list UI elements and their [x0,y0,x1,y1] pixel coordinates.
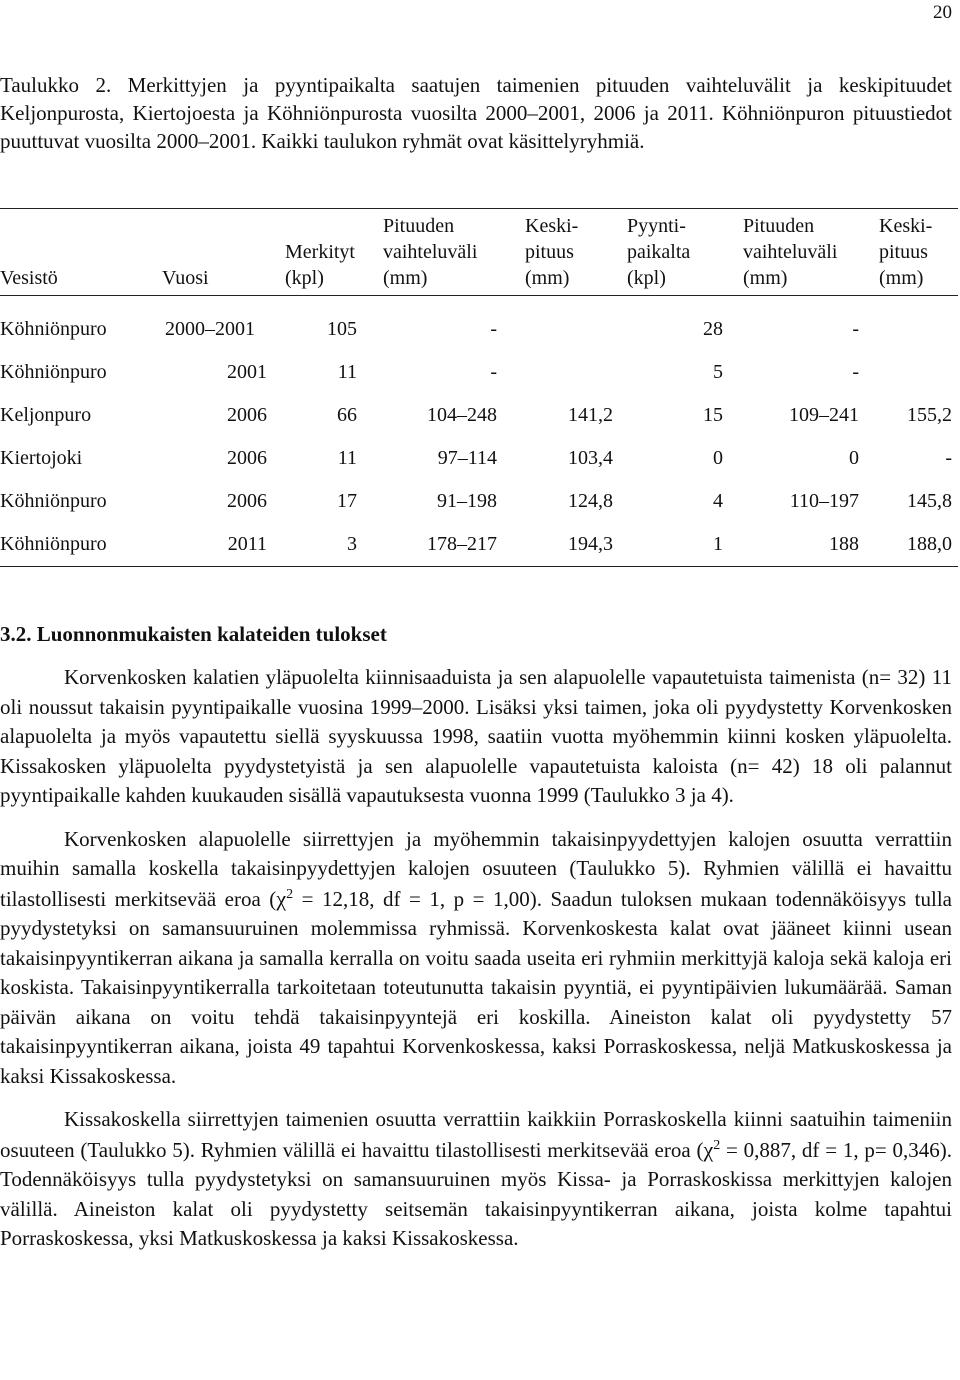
cell-vesisto: Köhniönpuro [0,523,150,567]
chi-symbol: χ [703,1136,714,1162]
cell-vesisto: Keljonpuro [0,404,92,426]
cell-vaihteluvali: 97–114 [437,447,497,469]
cell-pyyntipaikalta: 4 [713,490,723,512]
cell-keskipituus: 194,3 [513,523,613,567]
cell-vesisto: Köhniönpuro [0,318,107,340]
cell-keskipituus-pyynti: 145,8 [907,490,952,512]
cell-vaihteluvali-pyynti: 0 [849,447,859,469]
cell-keskipituus-pyynti [859,296,958,352]
chi-symbol: χ [276,885,287,911]
cell-pyyntipaikalta: 0 [713,447,723,469]
cell-vuosi: 2006 [227,490,267,512]
cell-vaihteluvali-pyynti: - [852,361,859,383]
data-table [0,208,958,567]
cell-keskipituus: 103,4 [568,447,613,469]
cell-vuosi: 2001 [227,361,267,383]
body-text [0,663,952,1268]
cell-vesisto: Köhniönpuro [0,490,107,512]
cell-keskipituus [513,296,613,352]
header-merkityt: Merkityt (kpl) [285,209,383,296]
cell-keskipituus: 141,2 [568,404,613,426]
paragraph-1: Korvenkosken kalatien yläpuolelta kiinnisaaduista ja sen alapuolelle vapautetuista taimenista (n= 32) 11 oli noussut takaisin pyyntipaikalle vuosina 1999–2000. Lisäksi yksi taimen, joka oli pyydystetty Korvenkosken alapuolelta ja myös vapautettu siellä syyskuussa 1998, saatiin vuotta myöhemmin kiinni kosken yläpuolelta. Kissakosken yläpuolelta pyydystetyistä ja sen alapuolelle vapautetuista kaloista (n= 42) 18 oli palannut pyyntipaikalle kahden kuukauden sisällä vapautuksesta vuonna 1999 (Taulukko 3 ja 4). [0,665,952,807]
cell-vuosi: 2000–2001 [165,318,255,340]
cell-merkityt: 11 [337,447,357,469]
table-row [0,351,958,394]
cell-keskipituus: 124,8 [568,490,613,512]
header-pituuden-vaihteluvali-pyynti: Pituuden vaihteluväli (mm) [731,209,859,296]
table-row [0,394,958,437]
page-number: 20 [933,2,952,23]
cell-vesisto: Kiertojoki [0,447,83,469]
cell-vaihteluvali-pyynti: 110–197 [789,490,859,512]
paragraph-2 [0,825,952,1092]
header-pituuden-vaihteluvali-merkityt: Pituuden vaihteluväli (mm) [383,209,513,296]
cell-vuosi: 2006 [227,447,267,469]
section-heading: 3.2. Luonnonmukaisten kalateiden tulokset [0,622,387,646]
header-vuosi: Vuosi [150,209,285,296]
cell-pyyntipaikalta: 15 [703,404,723,426]
table-caption: Taulukko 2. Merkittyjen ja pyyntipaikalta saatujen taimenien pituuden vaihteluvälit ja keskipituudet Keljonpurosta, Kiertojoesta ja Köhniönpurosta vuosilta 2000–2001, 2006 ja 2011. Köhniönpuron pituustiedot puuttuvat vuosilta 2000–2001. Kaikki taulukon ryhmät ovat käsittelyryhmiä. [0,73,952,153]
table-row [0,480,958,523]
cell-pyyntipaikalta: 1 [613,523,731,567]
cell-vaihteluvali-pyynti: 188 [731,523,859,567]
paragraph-2-part-a: Korvenkosken alapuolelle siirrettyjen ja myöhemmin takaisinpyydettyjen kalojen osuutta verrattiin muihin samalla koskella takaisinpyydettyjen kalojen osuuteen (Taulukko 5). Ryhmien välillä ei havaittu tilastollisesti merkitsevää eroa ( [0,826,952,911]
superscript-2: 2 [713,1137,721,1153]
cell-keskipituus-pyynti [859,351,958,394]
cell-keskipituus-pyynti: - [945,447,952,469]
cell-merkityt: 17 [337,490,357,512]
cell-keskipituus-pyynti: 188,0 [859,523,958,567]
cell-vaihteluvali-pyynti: 109–241 [789,404,859,426]
cell-merkityt: 105 [327,318,357,340]
cell-vaihteluvali: - [490,361,497,383]
header-pyyntipaikalta: Pyynti- paikalta (kpl) [613,209,731,296]
paragraph-3-part-b: = 0,887, df = 1, p= 0,346). Todennäköisyys tulla pyydystetyksi on samansuuruinen myös Kissa- ja Porraskoskissa merkittyjen kalojen välillä. Aineiston kalat oli pyydystetty seitsemän takaisinpyyntikerran aikana, joista kolme tapahtui Porraskoskessa, yksi Matkuskoskessa ja kaksi Kissakoskessa. [0,1137,952,1250]
cell-keskipituus [513,351,613,394]
cell-vaihteluvali-pyynti: - [852,318,859,340]
header-keskipituus-merkityt: Keski- pituus (mm) [513,209,613,296]
cell-merkityt: 66 [337,404,357,426]
cell-vuosi: 2006 [227,404,267,426]
cell-vaihteluvali: - [490,318,497,340]
table-row [0,296,958,352]
table-row [0,523,958,567]
table-row [0,437,958,480]
table-header-row [0,209,958,296]
header-vesisto: Vesistö [0,209,150,296]
superscript-2: 2 [286,886,294,902]
cell-pyyntipaikalta: 28 [703,318,723,340]
cell-vesisto: Köhniönpuro [0,361,107,383]
paragraph-3-part-a: Kissakoskella siirrettyjen taimenien osuutta verrattiin kaikkiin Porraskoskella kiinni saatuihin taimeniin osuuteen (Taulukko 5). Ryhmien välillä ei havaittu tilastollisesti merkitsevää eroa ( [0,1107,952,1162]
cell-merkityt: 3 [285,523,383,567]
cell-vaihteluvali: 178–217 [383,523,513,567]
cell-vaihteluvali: 104–248 [427,404,497,426]
cell-vaihteluvali: 91–198 [437,490,497,512]
cell-pyyntipaikalta: 5 [713,361,723,383]
cell-vuosi: 2011 [150,523,285,567]
cell-merkityt: 11 [337,361,357,383]
paragraph-2-part-b: = 12,18, df = 1, p = 1,00). Saadun tuloksen mukaan todennäköisyys tulla pyydystetyksi on samansuuruinen molemmissa ryhmissä. Korvenkoskesta kalat ovat jääneet kiinni usean takaisinpyyntikerran aikana ja samalla kerralla on voitu saada useita eri ryhmiin merkittyjä kaloja sekä kaloja eri koskista. Takaisinpyyntikerralla tarkoitetaan toteutunutta takaisin pyyntiä, ei pyyntipäivien lukumäärää. Saman päivän aikana on voitu tehdä takaisinpyyntejä eri koskilla. Aineiston kalat oli pyydystetty 57 takaisinpyyntikerran aikana, joista 49 tapahtui Korvenkoskessa, kaksi Porraskoskessa, neljä Matkuskoskessa ja kaksi Kissakoskessa. [0,886,952,1088]
header-keskipituus-pyynti: Keski- pituus (mm) [859,209,958,296]
cell-keskipituus-pyynti: 155,2 [907,404,952,426]
paragraph-3 [0,1105,952,1254]
